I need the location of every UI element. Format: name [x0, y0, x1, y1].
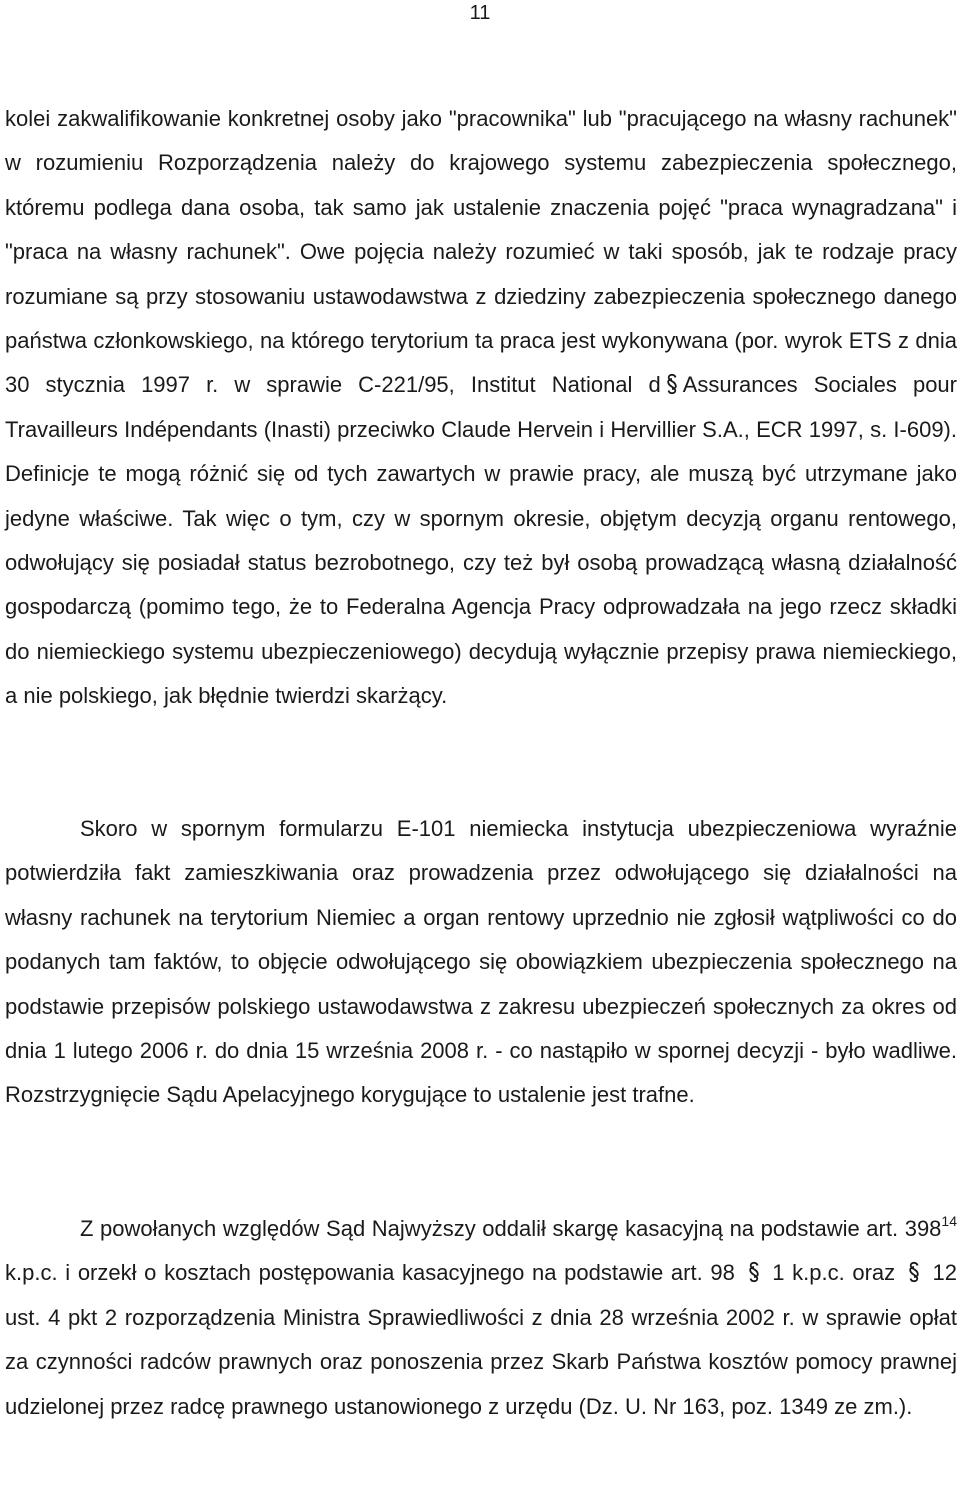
- section-sign-icon: [905, 1260, 923, 1284]
- superscript-14: 14: [941, 1213, 957, 1229]
- paragraph-3-text-a: Z powołanych względów Sąd Najwyższy oddalił skargę kasacyjną na podstawie art. 398: [80, 1216, 942, 1241]
- section-sign-icon: [663, 372, 681, 396]
- paragraph-3-text-d: 12 ust. 4 pkt 2 rozporządzenia Ministra Sprawiedliwości z dnia 28 września 2002 r. w sprawie opłat za czynności radców prawnych oraz ponoszenia przez Skarb Państwa kosztów pomocy prawnej udzielonej przez radcę prawnego ustanowionego z urzędu (Dz. U. Nr 163, poz. 1349 ze zm.).: [5, 1260, 957, 1419]
- paragraph-1: [5, 97, 957, 719]
- section-sign-icon: [745, 1260, 763, 1284]
- paragraph-3: [5, 1207, 957, 1429]
- paragraph-2: Skoro w spornym formularzu E-101 niemiecka instytucja ubezpieczeniowa wyraźnie potwierdziła fakt zamieszkiwania oraz prowadzenia przez odwołującego się działalności na własny rachunek na terytorium Niemiec a organ rentowy uprzednio nie zgłosił wątpliwości co do podanych tam faktów, to objęcie odwołującego się obowiązkiem ubezpieczenia społecznego na podstawie przepisów polskiego ustawodawstwa z zakresu ubezpieczeń społecznych za okres od dnia 1 lutego 2006 r. do dnia 15 września 2008 r. - co nastąpiło w spornej decyzji - było wadliwe. Rozstrzygnięcie Sądu Apelacyjnego korygujące to ustalenie jest trafne.: [5, 816, 957, 1108]
- paragraph-1-text: kolei zakwalifikowanie konkretnej osoby jako "pracownika" lub "pracującego na własny rachunek" w rozumieniu Rozporządzenia należy do krajowego systemu zabezpieczenia społecznego, któremu podlega dana osoba, tak samo jak ustalenie znaczenia pojęć "praca wynagradzana" i "praca na własny rachunek". Owe pojęcia należy rozumieć w taki sposób, jak te rodzaje pracy rozumiane są przy stosowaniu ustawodawstwa z dziedziny zabezpieczenia społecznego danego państwa członkowskiego, na którego terytorium ta praca jest wykonywana (por. wyrok ETS z dnia 30 stycznia 1997 r. w sprawie C-221/95, Institut National d: [5, 106, 957, 398]
- paragraph-3-text-b: k.p.c. i orzekł o kosztach postępowania kasacyjnego na podstawie art. 98: [5, 1260, 743, 1286]
- paragraph-1-text-continued: Assurances Sociales pour Travailleurs Indépendants (Inasti) przeciwko Claude Hervein i Hervillier S.A., ECR 1997, s. I-609). Definicje te mogą różnić się od tych zawartych w prawie pracy, ale muszą być utrzymane jako jedyne właściwe. Tak więc o tym, czy w spornym okresie, objętym decyzją organu rentowego, odwołujący się posiadał status bezrobotnego, czy też był osobą prowadzącą własną działalność gospodarczą (pomimo tego, że to Federalna Agencja Pracy odprowadzała na jego rzecz składki do niemieckiego systemu ubezpieczeniowego) decydują wyłącznie przepisy prawa niemieckiego, a nie polskiego, jak błędnie twierdzi skarżący.: [5, 372, 957, 709]
- paragraph-3-text-c: 1 k.p.c. oraz: [764, 1260, 903, 1286]
- page-number: 11: [469, 2, 491, 24]
